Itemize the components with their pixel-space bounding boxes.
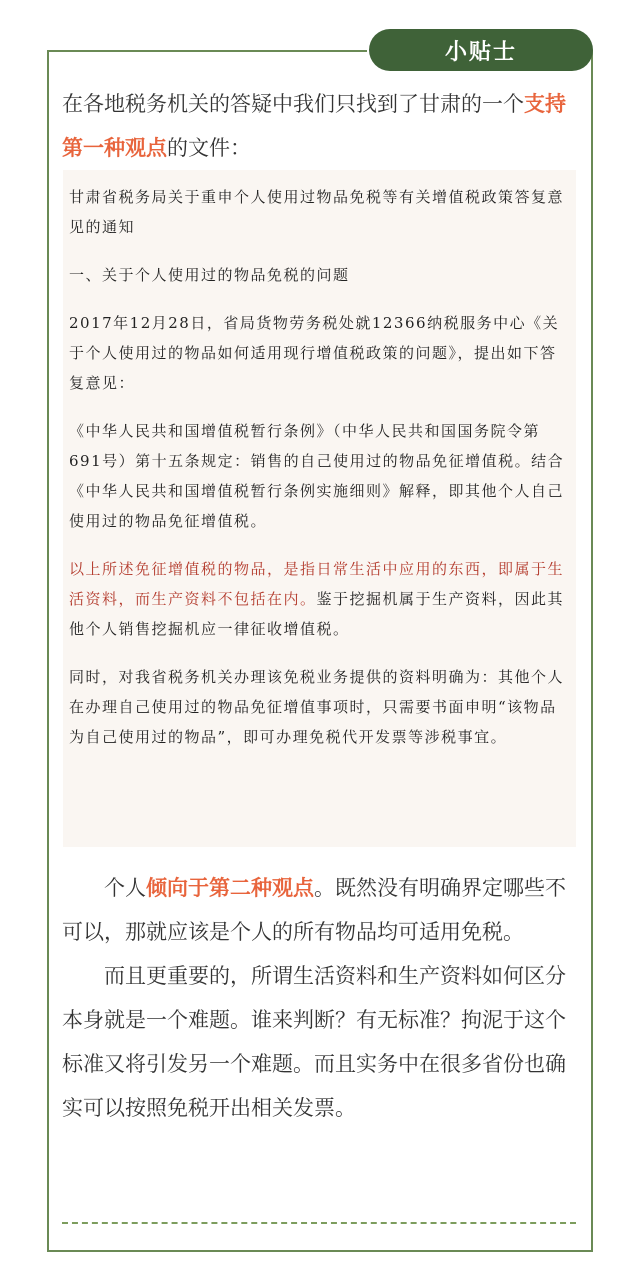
document-paragraph-3-rest: 鉴于挖掘机属于生产资料，因此其他个人销售挖掘机应一律征收增值税。 — [69, 590, 565, 638]
quoted-document — [63, 170, 576, 847]
document-section-heading: 一、关于个人使用过的物品免税的问题 — [69, 266, 350, 284]
commentary-highlight: 倾向于第二种观点 — [146, 876, 314, 900]
intro-highlight: 支持第一种观点 — [62, 92, 566, 160]
document-paragraph-4: 同时，对我省税务机关办理该免税业务提供的资料明确为：其他个人在办理自己使用过的物品免征增值事项时，只需要书面申明“该物品为自己使用过的物品”，即可办理免税代开发票等涉税事宜。 — [69, 668, 565, 746]
document-paragraph-3 — [69, 554, 568, 644]
document-title: 甘肃省税务局关于重申个人使用过物品免税等有关增值税政策答复意见的通知 — [69, 188, 565, 236]
commentary-p1-start: 个人 — [104, 876, 146, 900]
commentary-paragraph-1 — [62, 866, 582, 954]
document-paragraph-2: 《中华人民共和国增值税暂行条例》（中华人民共和国国务院令第691号）第十五条规定：销售的自己使用过的物品免征增值税。结合《中华人民共和国增值税暂行条例实施细则》解释，即其他个人自己使用过的物品免征增值税。 — [69, 422, 565, 530]
frame-top-line — [47, 50, 367, 52]
commentary — [62, 866, 582, 1130]
commentary-p1-end: 。既然没有明确界定哪些不可以，那就应该是个人的所有物品均可适用免税。 — [62, 876, 566, 944]
tip-badge: 小贴士 — [369, 29, 593, 71]
intro-paragraph — [62, 82, 582, 170]
intro-text-end: 的文件： — [167, 136, 251, 160]
dashed-divider — [62, 1222, 576, 1224]
commentary-paragraph-2: 而且更重要的，所谓生活资料和生产资料如何区分本身就是一个难题。谁来判断？有无标准？拘泥于这个标准又将引发另一个难题。而且实务中在很多省份也确实可以按照免税开出相关发票。 — [62, 964, 566, 1120]
document-paragraph-1: 2017年12月28日，省局货物劳务税处就12366纳税服务中心《关于个人使用过的物品如何适用现行增值税政策的问题》，提出如下答复意见： — [69, 314, 560, 392]
document-red-text: 以上所述免征增值税的物品，是指日常生活中应用的东西，即属于生活资料，而生产资料不包括在内。 — [69, 560, 565, 608]
intro-text: 在各地税务机关的答疑中我们只找到了甘肃的一个 — [62, 92, 524, 116]
